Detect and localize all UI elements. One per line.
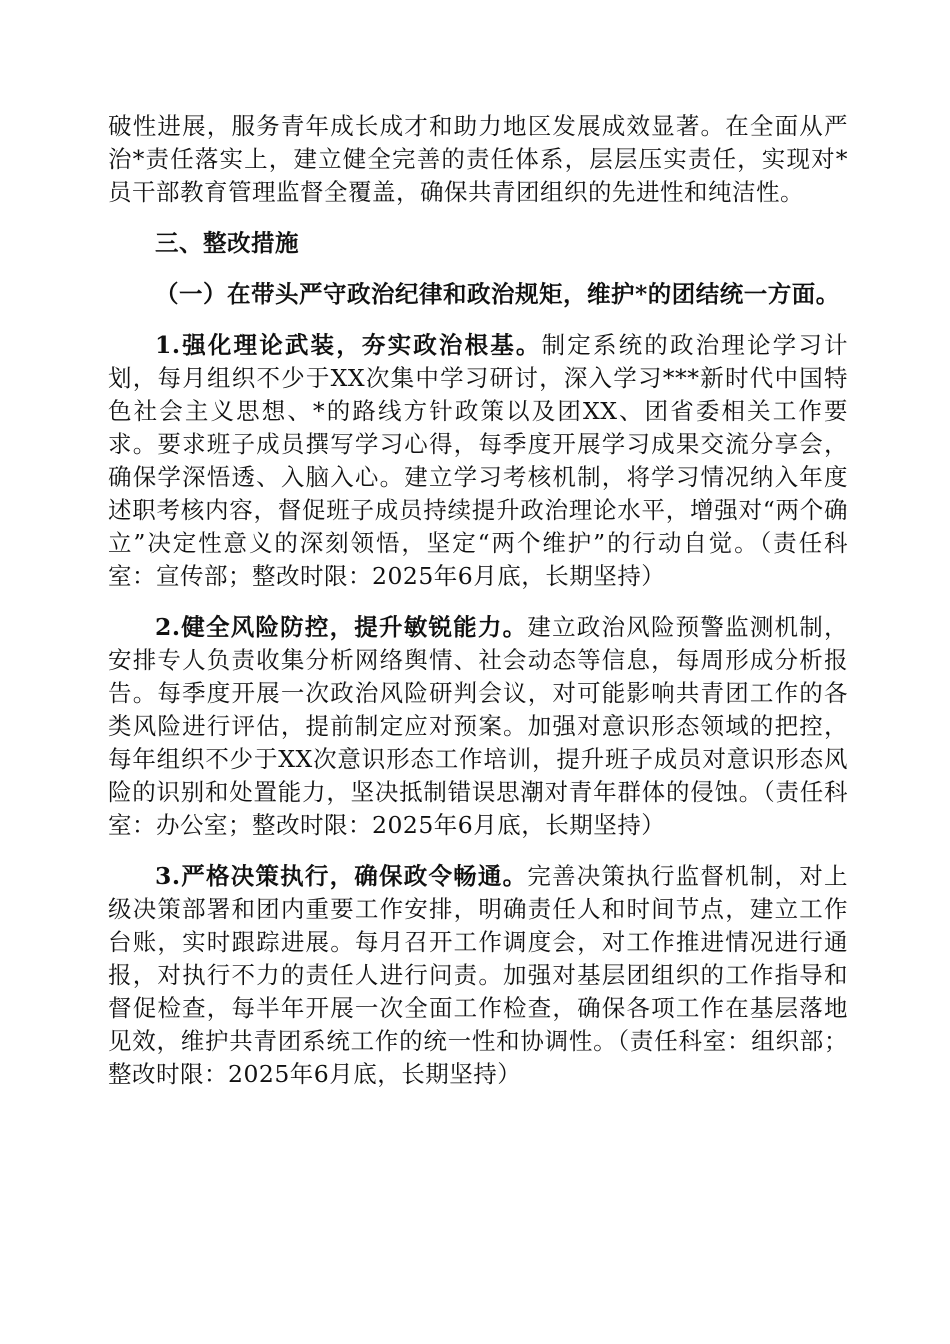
measure-paragraph-1 [108,329,848,593]
section-heading: 三、整改措施 [155,229,299,257]
measure-body: 制定系统的政治理论学习计划，每月组织不少于XX次集中学习研讨，深入学习***新时代中国特色社会主义思想、*的路线方针政策以及团XX、团省委相关工作要求。要求班子成员撰写学习心得，每季度开展学习成果交流分享会，确保学深悟透、入脑入心。建立学习考核机制，将学习情况纳入年度述职考核内容，督促班子成员持续提升政治理论水平，增强对“两个确立”决定性意义的深刻领悟，坚定“两个维护”的行动自觉。（责任科室：宣传部；整改时限：2025年6月底，长期坚持） [108,331,848,590]
measure-body: 建立政治风险预警监测机制，安排专人负责收集分析网络舆情、社会动态等信息，每周形成分析报告。每季度开展一次政治风险研判会议，对可能影响共青团工作的各类风险进行评估，提前制定应对预案。加强对意识形态领域的把控，每年组织不少于XX次意识形态工作培训，提升班子成员对意识形态风险的识别和处置能力，坚决抵制错误思潮对青年群体的侵蚀。（责任科室：办公室；整改时限：2025年6月底，长期坚持） [108,613,848,839]
measure-body: 完善决策执行监督机制，对上级决策部署和团内重要工作安排，明确责任人和时间节点，建立工作台账，实时跟踪进展。每月召开工作调度会，对工作推进情况进行通报，对执行不力的责任人进行问责。加强对基层团组织的工作指导和督促检查，每半年开展一次全面工作检查，确保各项工作在基层落地见效，维护共青团系统工作的统一性和协调性。（责任科室：组织部；整改时限：2025年6月底，长期坚持） [108,862,848,1088]
measure-lead: 1.强化理论武装，夯实政治根基。 [155,331,542,359]
measure-paragraph-2 [108,611,848,842]
subsection-heading: （一）在带头严守政治纪律和政治规矩，维护*的团结统一方面。 [155,280,840,308]
intro-paragraph: 破性进展，服务青年成长成才和助力地区发展成效显著。在全面从严治*责任落实上，建立健全完善的责任体系，层层压实责任，实现对*员干部教育管理监督全覆盖，确保共青团组织的先进性和纯洁性。 [108,112,848,206]
measure-lead: 2.健全风险防控，提升敏锐能力。 [155,613,528,641]
document-page [108,110,848,1091]
measure-paragraph-3 [108,860,848,1091]
measure-lead: 3.严格决策执行，确保政令畅通。 [155,862,528,890]
